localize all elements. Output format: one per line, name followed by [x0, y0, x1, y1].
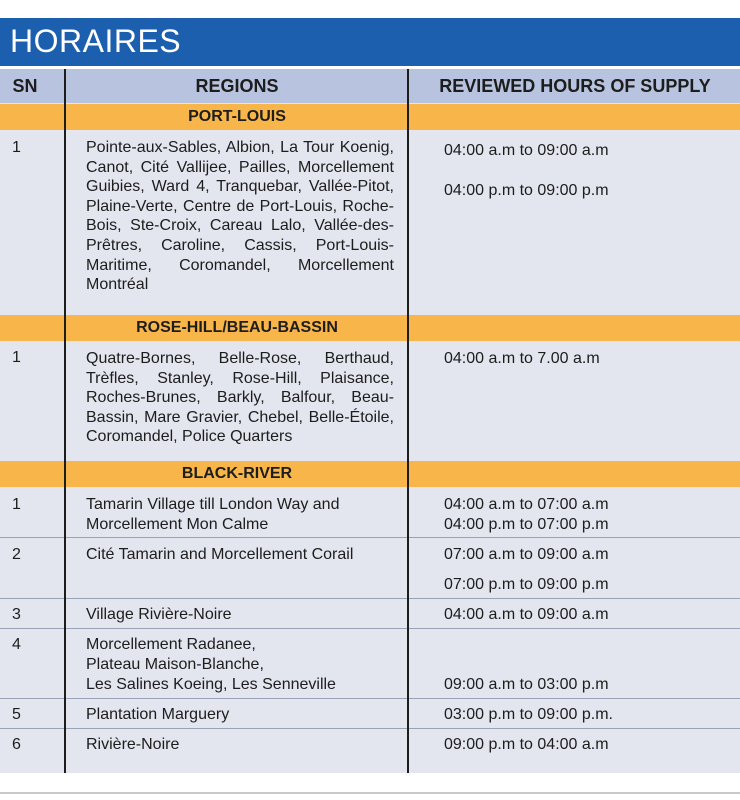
row-divider: [0, 728, 740, 729]
column-header-sn: SN: [12, 76, 38, 96]
row-sn: 5: [12, 706, 21, 723]
section-title: BLACK-RIVER: [181, 465, 293, 482]
row-divider: [0, 537, 740, 538]
row-hours-1: 04:00 a.m to 07:00 a.m: [444, 496, 609, 513]
section-title: ROSE-HILL/BEAU-BASSIN: [136, 319, 338, 336]
row-regions-line: Plateau Maison-Blanche,: [86, 656, 264, 673]
row-regions-line: Rivière-Noire: [86, 736, 180, 753]
row-regions-line: Tamarin Village till London Way and: [86, 496, 340, 513]
row-regions-line: Plantation Marguery: [86, 706, 230, 723]
column-header-regions: REGIONS: [195, 76, 279, 96]
bottom-rule: [0, 792, 740, 794]
row-regions-line: Morcellement Mon Calme: [86, 516, 269, 533]
section-title: PORT-LOUIS: [188, 108, 286, 125]
schedule-table: [0, 18, 740, 773]
column-divider-regions: [407, 69, 409, 773]
row-hours-1: 04:00 a.m to 7.00 a.m: [444, 350, 600, 367]
row-hours-2: 04:00 p.m to 07:00 p.m: [444, 516, 609, 533]
section-header-rose-hill: [0, 315, 740, 341]
row-hours-1: 09:00 p.m to 04:00 a.m: [444, 736, 609, 753]
row-regions: Pointe-aux-Sables, Albion, La Tour Koenig, Canot, Cité Vallijee, Pailles, Morcellement Guibies, Ward 4, Tranquebar, Vallée-Pitot, Plaine-Verte, Centre de Port-Louis, Roche-Bois, Ste-Croix, Careau Lalo, Vallée-des-Prêtres, Caroline, Cassis, Port-Louis-Maritime, Coromandel, Morcellement Montréal: [86, 139, 394, 294]
table-title: HORAIRES: [10, 23, 182, 59]
row-sn: 3: [12, 606, 21, 623]
column-header-row: [0, 69, 740, 103]
row-hours-1: 04:00 a.m to 09:00 a.m: [444, 142, 609, 159]
row-divider: [0, 628, 740, 629]
row-regions-line: Les Salines Koeing, Les Senneville: [86, 676, 336, 693]
row-hours-2: 07:00 p.m to 09:00 p.m: [444, 576, 609, 593]
section-header-black-river: [0, 461, 740, 487]
row-sn: 2: [12, 546, 21, 563]
section-header-port-louis: [0, 104, 740, 130]
row-hours-2: 04:00 p.m to 09:00 p.m: [444, 182, 609, 199]
row-regions-line: Morcellement Radanee,: [86, 636, 256, 653]
row-regions-line: Cité Tamarin and Morcellement Corail: [86, 546, 354, 563]
row-sn: 1: [12, 139, 21, 156]
title-bar: [0, 18, 740, 69]
row-divider: [0, 598, 740, 599]
column-header-hours: REVIEWED HOURS OF SUPPLY: [439, 76, 711, 96]
row-hours-1: 04:00 a.m to 09:00 a.m: [444, 606, 609, 623]
row-divider: [0, 698, 740, 699]
row-sn: 1: [12, 496, 21, 513]
row-regions-line: Village Rivière-Noire: [86, 606, 232, 623]
row-hours-1: 07:00 a.m to 09:00 a.m: [444, 546, 609, 563]
row-sn: 1: [12, 349, 21, 366]
column-divider-sn: [64, 69, 66, 773]
row-hours-1: 09:00 a.m to 03:00 p.m: [444, 676, 609, 693]
row-hours-1: 03:00 p.m to 09:00 p.m.: [444, 706, 613, 723]
row-sn: 6: [12, 736, 21, 753]
row-sn: 4: [12, 636, 21, 653]
row-regions: Quatre-Bornes, Belle-Rose, Berthaud, Trèfles, Stanley, Rose-Hill, Plaisance, Roches-Brunes, Barkly, Balfour, Beau-Bassin, Mare Gravier, Chebel, Belle-Étoile, Coromandel, Police Quarters: [86, 350, 394, 446]
